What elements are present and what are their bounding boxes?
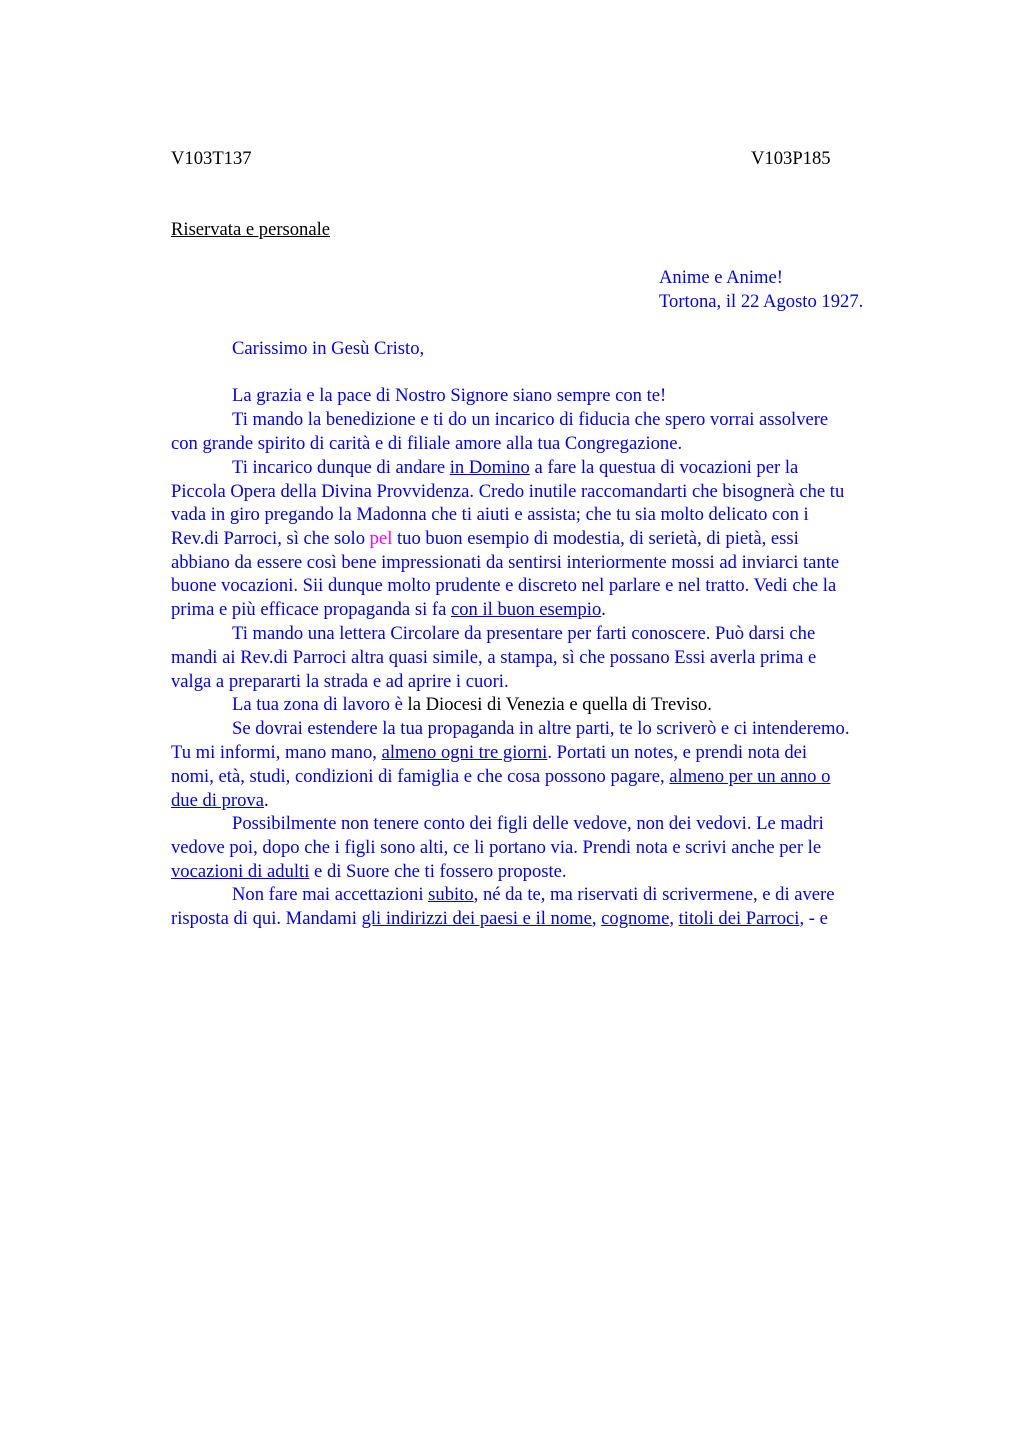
text-run: tuo buon esempio di modestia, di serietà, di pietà, essi: [392, 528, 799, 549]
date-block: [659, 266, 863, 313]
body-line: [171, 527, 799, 551]
text-run: ,: [591, 908, 602, 929]
body-line: [171, 598, 606, 622]
body-line: [171, 907, 828, 931]
underlined-phrase: due di prova: [171, 790, 264, 811]
body-line: Ti mando una lettera Circolare da presentare per farti conoscere. Può darsi che: [232, 623, 816, 644]
text-run: a fare la questua di vocazioni per la: [529, 457, 799, 478]
body-line: Se dovrai estendere la tua propaganda in altre parti, te lo scriverò e ci intenderemo.: [232, 718, 850, 739]
body-line: [171, 860, 567, 884]
text-run: .: [601, 599, 606, 620]
text-run: nomi, età, studi, condizioni di famiglia e che cosa possono pagare,: [171, 766, 670, 787]
text-run: risposta di qui. Mandami: [171, 908, 362, 929]
body-line: Piccola Opera della Divina Provvidenza. Credo inutile raccomandarti che bisognerà che tu: [171, 481, 845, 502]
text-run: .: [263, 790, 269, 811]
body-line: buone vocazioni. Sii dunque molto prudente e discreto nel parlare e nel tratto. Vedi che la: [171, 575, 837, 596]
body-line: abbiano da essere così bene impressionati da sentirsi interiormente mossi ad inviarci tante: [171, 552, 840, 573]
body-line: vedove poi, dopo che i figli sono alti, ce li portano via. Prendi nota e scrivi anche per le: [171, 837, 822, 858]
text-run: e di Suore che ti fossero proposte.: [309, 861, 567, 882]
reserved-label: Riservata e personale: [171, 219, 331, 240]
body-line: mandi ai Rev.di Parroci altra quasi simile, a stampa, sì che possano Essi averla prima e: [171, 647, 817, 668]
text-run: . Portati un notes, e prendi nota dei: [547, 742, 808, 763]
body-line: La grazia e la pace di Nostro Signore siano sempre con te!: [232, 385, 667, 406]
text-run: , - e: [799, 908, 828, 929]
body-line: Ti mando la benedizione e ti do un incarico di fiducia che spero vorrai assolvere: [232, 409, 829, 430]
text-run: Non fare mai accettazioni: [232, 884, 429, 905]
body-line: [171, 765, 830, 789]
text-run: Tu mi informi, mano mano,: [171, 742, 382, 763]
underlined-phrase: cognome: [601, 908, 670, 929]
underlined-phrase: gli indirizzi dei paesi e il nome: [361, 908, 592, 929]
highlighted-word: pel: [369, 528, 393, 549]
body-line: valga a prepararti la strada e ad aprire i cuori.: [171, 671, 509, 692]
body-line: [171, 741, 807, 765]
motto: Anime e Anime!: [659, 267, 783, 288]
place-date: Tortona, il 22 Agosto 1927.: [659, 290, 864, 312]
body-line: [232, 883, 835, 907]
text-run: prima e più efficace propaganda si fa: [171, 599, 451, 620]
text-run: La tua zona di lavoro è: [232, 694, 408, 715]
underlined-phrase: in Domino: [449, 457, 530, 478]
underlined-phrase: con il buon esempio: [450, 599, 602, 620]
underlined-phrase: subito: [428, 884, 474, 905]
body-line: con grande spirito di carità e di filiale amore alla tua Congregazione.: [171, 433, 683, 454]
body-line: Possibilmente non tenere conto dei figli delle vedove, non dei vedovi. Le madri: [232, 813, 824, 834]
document-code-left: V103T137: [171, 148, 252, 169]
underlined-phrase: almeno per un anno o: [669, 766, 831, 787]
underlined-phrase: titoli dei Parroci: [678, 908, 800, 929]
text-run: la Diocesi di Venezia e quella di Treviso.: [407, 694, 712, 715]
text-run: Rev.di Parroci, sì che solo: [171, 528, 370, 549]
document-code-right: V103P185: [751, 148, 831, 169]
body-line: [232, 456, 798, 480]
text-run: Ti incarico dunque di andare: [232, 457, 450, 478]
body-line: [171, 789, 269, 813]
underlined-phrase: almeno ogni tre giorni: [381, 742, 548, 763]
body-line: [232, 693, 712, 717]
greeting: Carissimo in Gesù Cristo,: [232, 338, 425, 359]
body-line: vada in giro pregando la Madonna che ti aiuti e assista; che tu sia molto delicato con i: [171, 504, 809, 525]
underlined-phrase: vocazioni di adulti: [171, 861, 310, 882]
text-run: , né da te, ma riservati di scrivermene, e di avere: [473, 884, 835, 905]
text-run: ,: [669, 908, 679, 929]
